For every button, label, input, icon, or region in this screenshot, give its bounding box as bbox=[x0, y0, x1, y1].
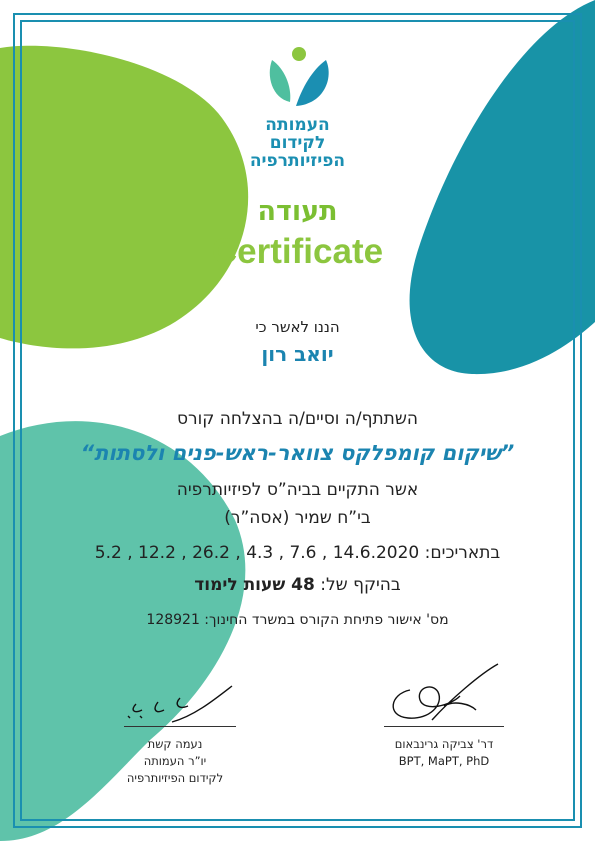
school-name: בי”ח שמיר (אסה”ר) bbox=[224, 508, 371, 528]
hours-value: 48 שעות לימוד bbox=[194, 575, 315, 595]
signatory-left-credentials: BPT, MaPT, PhD bbox=[398, 754, 490, 768]
signatory-left-name: דר' צביקה גרינבאום bbox=[394, 737, 494, 751]
attended-text: השתתף/ה וסיים/ה בהצלחה קורס bbox=[176, 409, 418, 429]
hours-prefix: בהיקף של: bbox=[320, 575, 401, 595]
signatory-right bbox=[100, 736, 250, 787]
signature-line-right bbox=[124, 726, 236, 727]
signature-left-icon bbox=[380, 660, 505, 728]
organization-name-line2: לקידום bbox=[269, 133, 326, 153]
course-hours bbox=[0, 575, 595, 595]
signature-line-left bbox=[384, 726, 504, 727]
organization-name-line1: העמותה bbox=[265, 115, 330, 135]
certificate-title-english: Certificate bbox=[211, 232, 384, 271]
course-dates: בתאריכים: 14.6.2020 , 7.6 , 4.3 , 26.2 , 12.2 , 5.2 bbox=[94, 543, 501, 563]
recipient-name: יואב רון bbox=[261, 342, 334, 366]
certificate-title-hebrew: תעודה bbox=[257, 196, 338, 227]
signatory-right-name: נעמה קשת bbox=[147, 737, 203, 751]
course-name: ”שיקום קומפלקס צוואר-ראש-פנים ולסתות“ bbox=[80, 441, 515, 465]
signatory-right-role-line2: לקידום הפיזיותרפיה bbox=[126, 771, 224, 785]
organization-name-line3: הפיזיותרפיה bbox=[249, 151, 346, 171]
approval-number: מס' אישור פתיחת הקורס במשרד החינוך: 128921 bbox=[146, 612, 449, 628]
held-at-text: אשר התקיים בביה”ס לפיזיותרפיה bbox=[176, 480, 419, 500]
intro-text: הננו לאשר כי bbox=[255, 318, 340, 336]
signatory-left bbox=[364, 736, 524, 770]
organization-logo-icon bbox=[262, 46, 336, 112]
signature-right-icon bbox=[118, 680, 240, 728]
signatory-right-role-line1: יו”ר העמותה bbox=[143, 754, 207, 768]
